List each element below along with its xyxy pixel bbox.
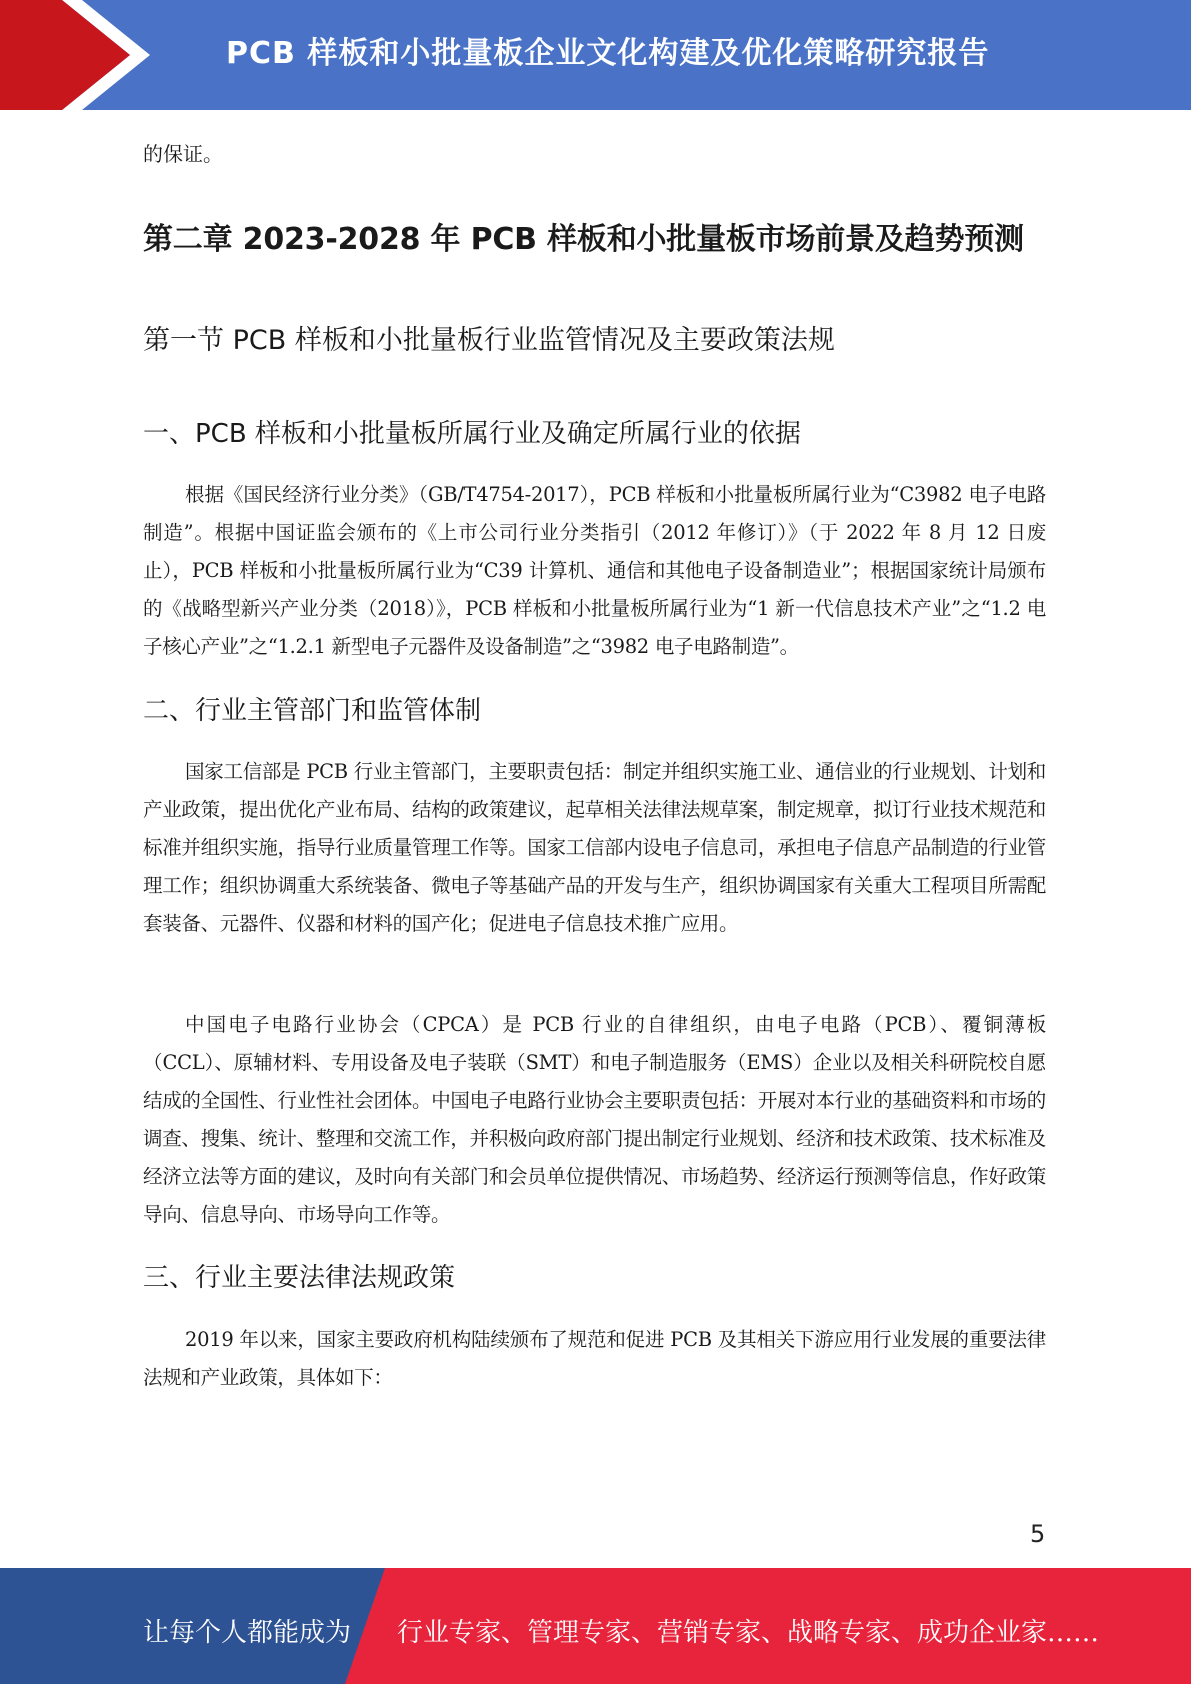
- section-title: 第一节 PCB 样板和小批量板行业监管情况及主要政策法规: [143, 325, 835, 356]
- footer-slogan-left: 让每个人都能成为: [143, 1618, 352, 1648]
- subsection-title-2: 二、行业主管部门和监管体制: [143, 696, 482, 726]
- paragraph-1: 根据《国民经济行业分类》（GB/T4754-2017），PCB 样板和小批量板所属行业为“C3982 电子电路制造”。根据中国证监会颁布的《上市公司行业分类指引（2012 年修订）》（于 2022 年 8 月 12 日废止），PCB 样板和小批量板所属行业为“C39 计算机、通信和其他电子设备制造业”；根据国家统计局颁布的《战略型新兴产业分类（2018）》，PCB 样板和小批量板所属行业为“1 新一代信息技术产业”之“1.2 电子核心产业”之“1.2.1 新型电子元器件及设备制造”之“3982 电子电路制造”。: [143, 483, 1046, 658]
- chapter-title: 第二章 2023-2028 年 PCB 样板和小批量板市场前景及趋势预测: [143, 222, 1024, 257]
- paragraph-3: 中国电子电路行业协会（CPCA）是 PCB 行业的自律组织，由电子电路（PCB）、覆铜薄板（CCL）、原辅材料、专用设备及电子装联（SMT）和电子制造服务（EMS）企业以及相关科研院校自愿结成的全国性、行业性社会团体。中国电子电路行业协会主要职责包括：开展对本行业的基础资料和市场的调查、搜集、统计、整理和交流工作，并积极向政府部门提出制定行业规划、经济和技术政策、技术标准及经济立法等方面的建议，及时向有关部门和会员单位提供情况、市场趋势、经济运行预测等信息，作好政策导向、信息导向、市场导向工作等。: [143, 1013, 1046, 1226]
- page-number: 5: [1030, 1520, 1046, 1548]
- subsection-title-1: 一、PCB 样板和小批量板所属行业及确定所属行业的依据: [143, 419, 801, 449]
- paragraph-4: 2019 年以来，国家主要政府机构陆续颁布了规范和促进 PCB 及其相关下游应用行业发展的重要法律法规和产业政策，具体如下：: [143, 1328, 1046, 1389]
- report-title: PCB 样板和小批量板企业文化构建及优化策略研究报告: [226, 36, 990, 71]
- continuation-text: 的保证。: [143, 142, 223, 166]
- paragraph-2: 国家工信部是 PCB 行业主管部门，主要职责包括：制定并组织实施工业、通信业的行业规划、计划和产业政策，提出优化产业布局、结构的政策建议，起草相关法律法规草案，制定规章，拟订行业技术规范和标准并组织实施，指导行业质量管理工作等。国家工信部内设电子信息司，承担电子信息产品制造的行业管理工作；组织协调重大系统装备、微电子等基础产品的开发与生产，组织协调国家有关重大工程项目所需配套装备、元器件、仪器和材料的国产化；促进电子信息技术推广应用。: [143, 760, 1046, 935]
- page-footer: [0, 1568, 1191, 1684]
- page-header: [0, 0, 1191, 110]
- subsection-title-3: 三、行业主要法律法规政策: [143, 1263, 456, 1293]
- footer-slogan-right: 行业专家、管理专家、营销专家、战略专家、成功企业家……: [397, 1618, 1100, 1648]
